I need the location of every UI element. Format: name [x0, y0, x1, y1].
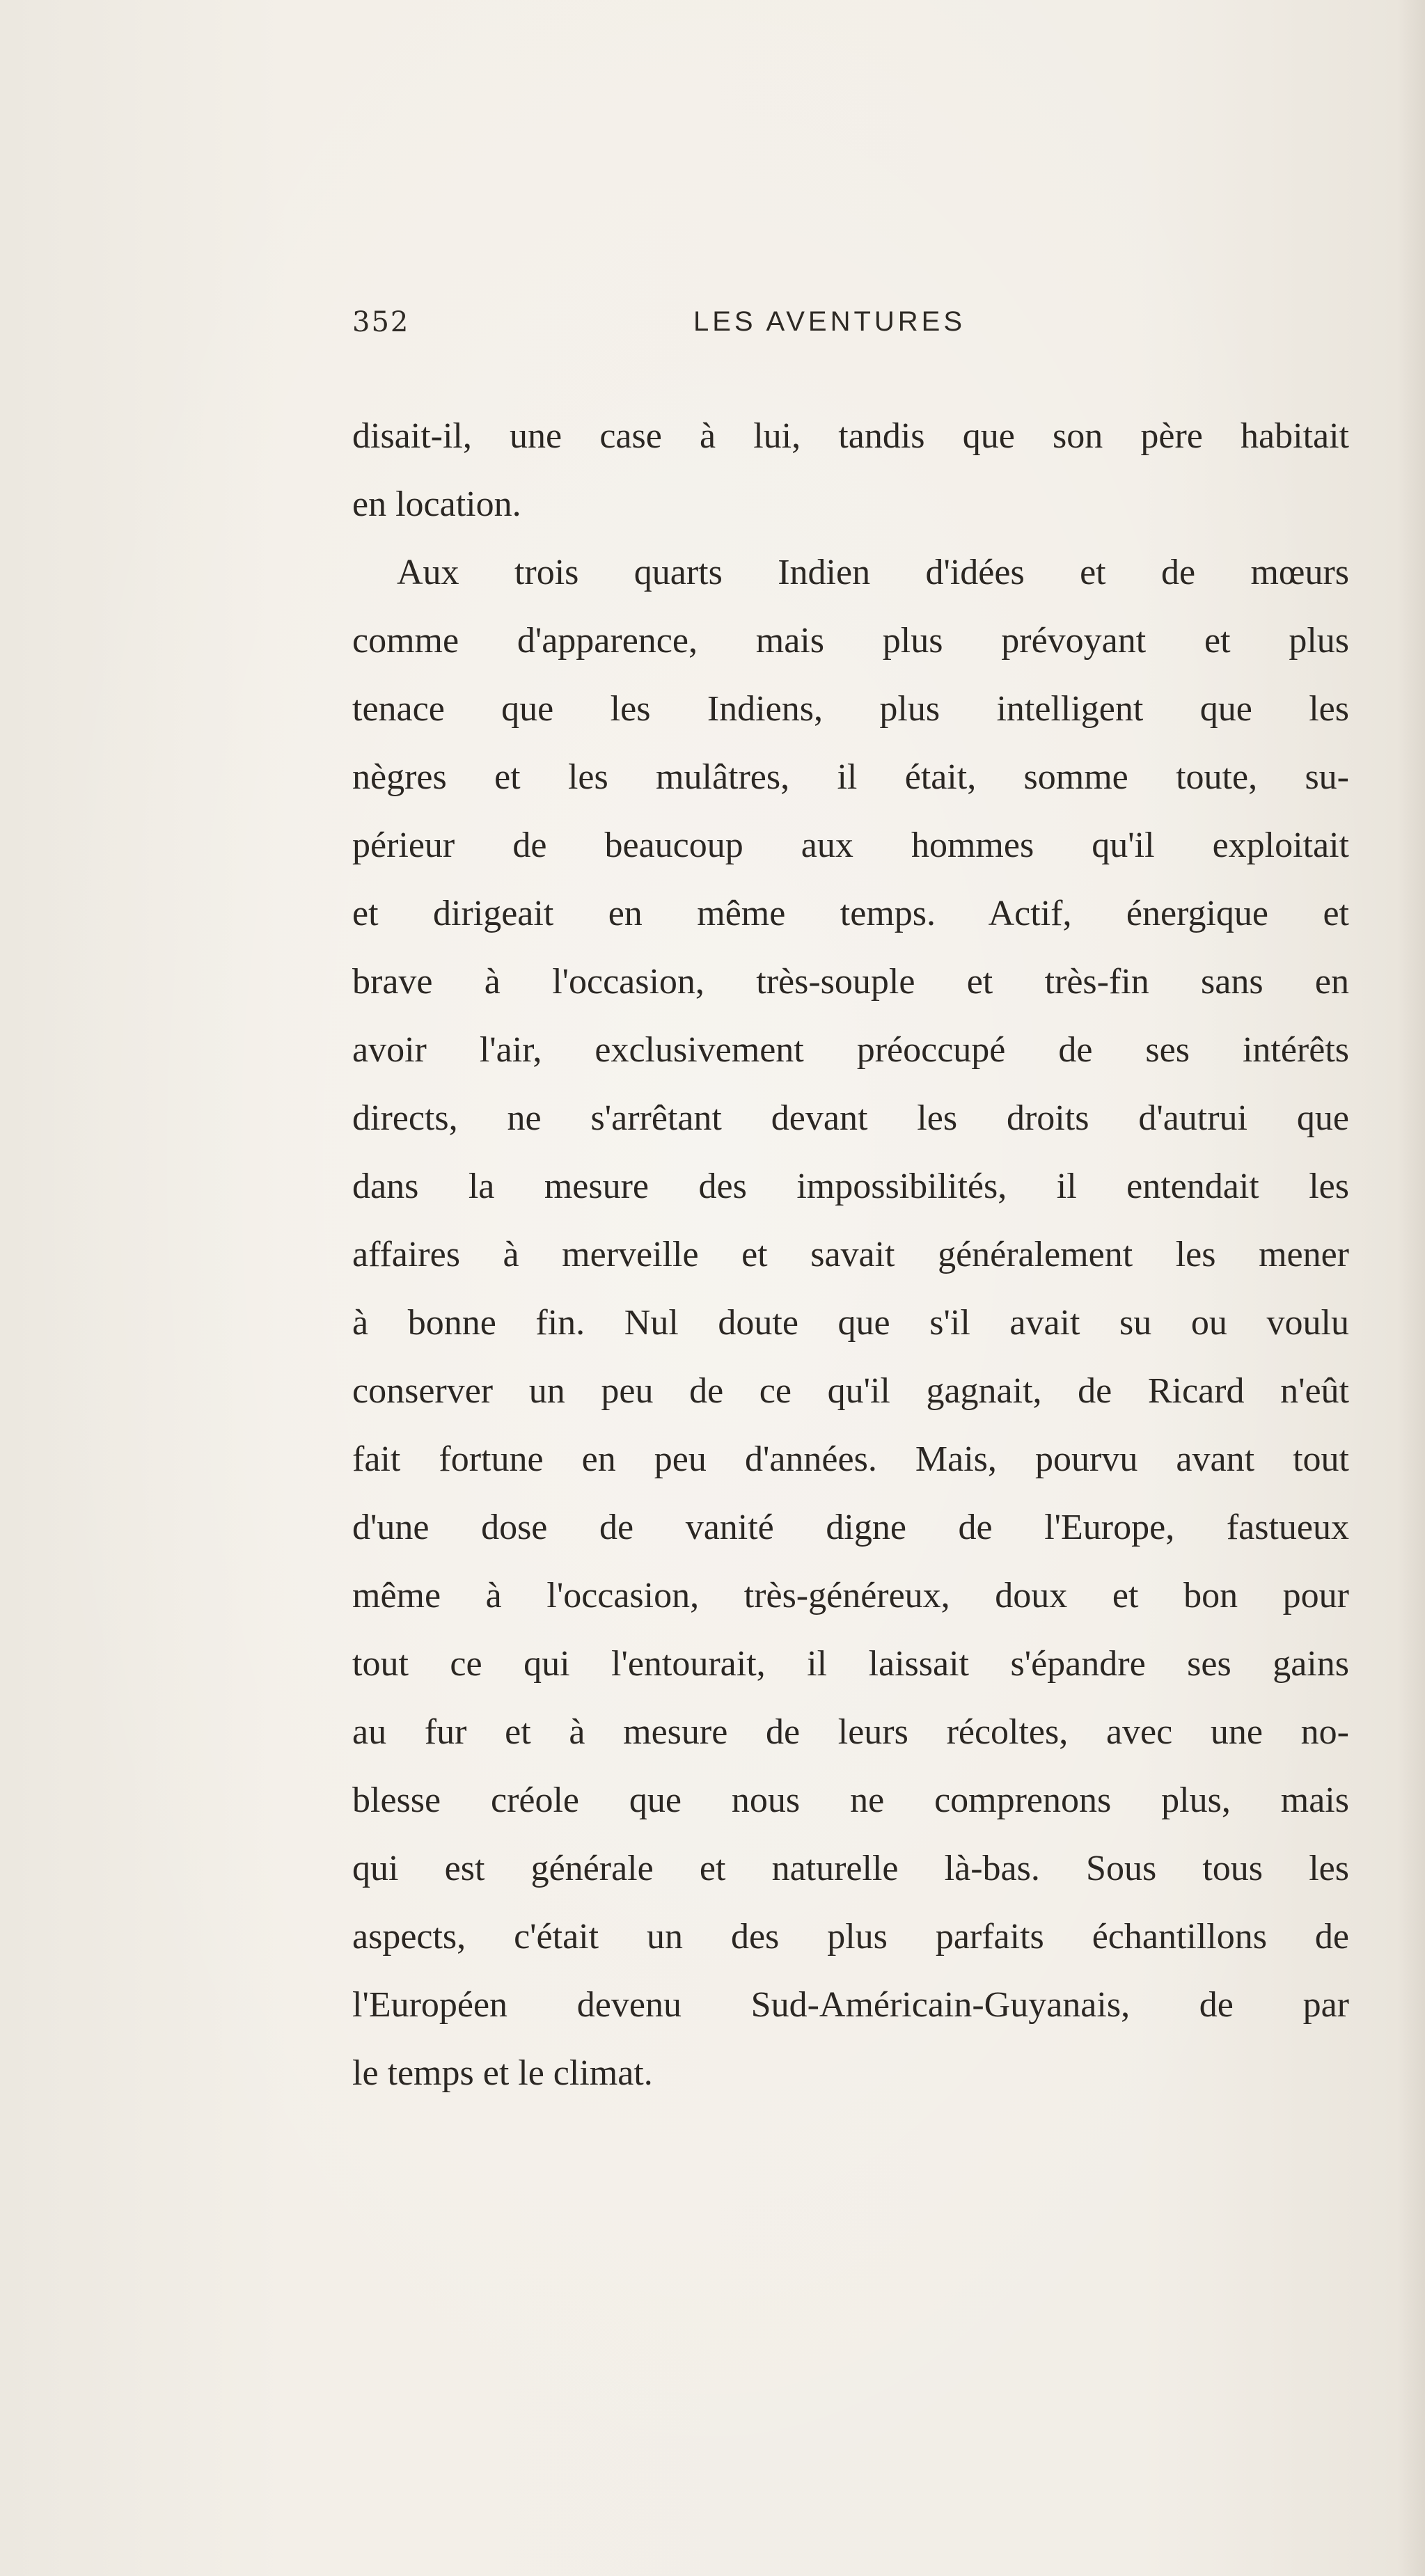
- running-head: [352, 306, 1355, 348]
- text-line: dans la mesure des impossibilités, il entendait les: [352, 1167, 1349, 1206]
- text-line: et dirigeait en même temps. Actif, énergique et: [352, 894, 1349, 933]
- text-line: disait-il, une case à lui, tandis que son père habitait: [352, 416, 1349, 456]
- text-line: avoir l'air, exclusivement préoccupé de ses intérêts: [352, 1030, 1349, 1070]
- page-number: 352: [352, 306, 410, 338]
- text-line: conserver un peu de ce qu'il gagnait, de Ricard n'eût: [352, 1371, 1349, 1411]
- text-line: comme d'apparence, mais plus prévoyant et plus: [352, 621, 1349, 661]
- running-title: LES AVENTURES: [693, 306, 966, 337]
- text-line: nègres et les mulâtres, il était, somme toute, su-: [352, 757, 1349, 797]
- text-line: à bonne fin. Nul doute que s'il avait su ou voulu: [352, 1303, 1349, 1343]
- text-line: affaires à merveille et savait généralement les mener: [352, 1235, 1349, 1274]
- text-line: tout ce qui l'entourait, il laissait s'épandre ses gains: [352, 1644, 1349, 1684]
- text-line: tenace que les Indiens, plus intelligent que les: [352, 689, 1349, 729]
- text-line: aspects, c'était un des plus parfaits échantillons de: [352, 1917, 1349, 1957]
- text-line: brave à l'occasion, très-souple et très-fin sans en: [352, 962, 1349, 1002]
- text-line: Aux trois quarts Indien d'idées et de mœurs: [397, 553, 1349, 592]
- text-line: le temps et le climat.: [352, 2053, 653, 2093]
- text-line: qui est générale et naturelle là-bas. Sous tous les: [352, 1849, 1349, 1888]
- text-line: au fur et à mesure de leurs récoltes, avec une no-: [352, 1712, 1349, 1752]
- text-line: l'Européen devenu Sud-Américain-Guyanais, de par: [352, 1985, 1349, 2025]
- text-line: périeur de beaucoup aux hommes qu'il exploitait: [352, 825, 1349, 865]
- text-line: directs, ne s'arrêtant devant les droits d'autrui que: [352, 1098, 1349, 1138]
- page-edge-shadow: [1397, 0, 1425, 2576]
- text-line: blesse créole que nous ne comprenons plus, mais: [352, 1780, 1349, 1820]
- body-text: [352, 402, 1349, 2108]
- text-line: même à l'occasion, très-généreux, doux et bon pour: [352, 1576, 1349, 1615]
- text-line: en location.: [352, 484, 521, 524]
- text-line: fait fortune en peu d'années. Mais, pourvu avant tout: [352, 1439, 1349, 1479]
- text-line: d'une dose de vanité digne de l'Europe, fastueux: [352, 1508, 1349, 1547]
